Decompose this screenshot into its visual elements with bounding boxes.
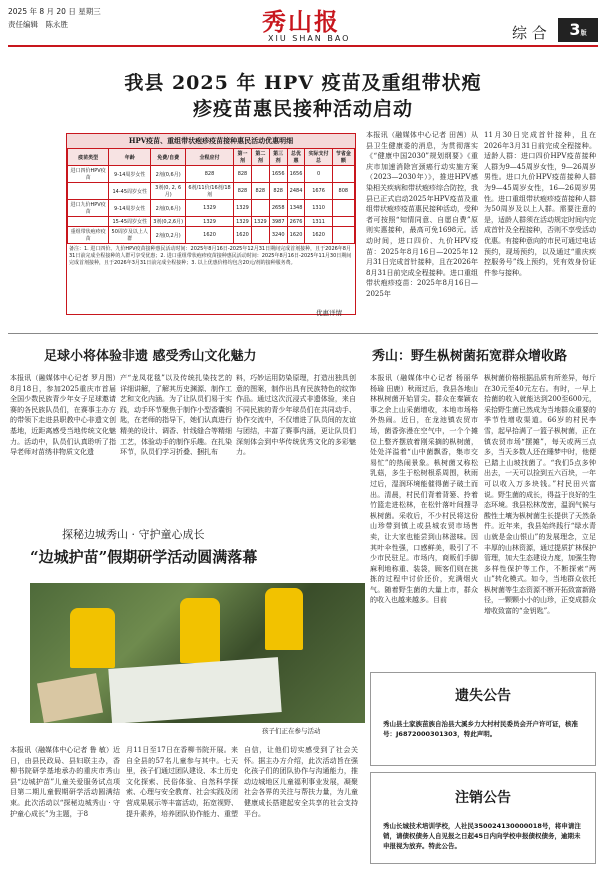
header-rule <box>8 45 598 47</box>
table-row <box>68 227 355 244</box>
table-cell <box>332 227 354 244</box>
lead-article-col2: 11月30日完成首针接种，且在2026年3月31日前完成全程接种。适龄人群：进口四价HPV疫苗接种人群为9—45周岁女性，9—26周岁男性。进口九价HPV疫苗接种人群为9—45周岁女性，16—26周岁男性。进口重组带状疱疹疫苗接种人群为50周岁及以上人群。需要注意的是，适龄人群须在活动规定时间内完成首针及全程接种，否则不享受活动优惠。有接种意向的市民可通过电话预约，现场预约，以及通过“重庆疾控服务号”线上预约，凭有效身份证件参与接种。 <box>484 131 596 277</box>
deregistration-notice-box <box>370 772 596 864</box>
table-header-cell: 实际支付总 <box>305 149 332 166</box>
table-cell: 1329 <box>234 217 252 227</box>
lost-notice-body: 秀山县土家族苗族自治县大溪乡力大村村民委员会开户许可证，核准号：J6872000301303，特此声明。 <box>383 720 578 738</box>
camp-kicker: 探秘边城秀山 · 守护童心成长 <box>62 528 205 541</box>
mushroom-headline: 秀山：野生枞树菌拓宽群众增收路 <box>372 349 568 364</box>
table-header-row <box>68 149 355 166</box>
editor-credit: 责任编辑 陈永胜 <box>8 20 68 29</box>
camp-headline: “边城护苗”假期研学活动圆满落幕 <box>30 548 258 566</box>
table-header-cell: 年龄 <box>109 149 151 166</box>
table-header-cell: 第二剂 <box>251 149 269 166</box>
table-cell: 14-45周岁女性 <box>109 183 151 200</box>
deregistration-notice-body: 秀山长城技术培训学校，人社民350024130000018号，将申请注销，请债权债务人自见报之日起45日内向学校申报债权债务，逾期未申报视为放弃。特此公告。 <box>383 822 581 850</box>
table-cell: 1676 <box>305 183 332 200</box>
lost-notice-box <box>370 672 596 766</box>
table-cell: 进口四价HPV疫苗 <box>68 166 109 183</box>
table-cell: 15-45周岁女性 <box>109 217 151 227</box>
table-row <box>68 183 355 200</box>
vaccine-price-table <box>66 133 356 315</box>
photo-paper-sheet <box>108 657 281 723</box>
photo-table-paper <box>37 673 103 723</box>
table-header-cell: 免费/自费 <box>151 149 186 166</box>
deregistration-notice-title: 注销公告 <box>455 790 511 806</box>
table-cell: 1620 <box>305 227 332 244</box>
table-cell: 1620 <box>287 227 305 244</box>
lost-notice-title: 遗失公告 <box>455 688 511 704</box>
table-cell <box>332 200 354 217</box>
photo-child-figure <box>265 588 303 650</box>
page-number-box <box>558 18 598 42</box>
table-cell <box>251 166 269 183</box>
camp-photo <box>30 583 365 723</box>
newspaper-logo: 秀山报 <box>262 7 340 36</box>
table-row <box>68 217 355 227</box>
table-cell: 1329 <box>186 217 234 227</box>
mushroom-article-col2: 枞树菌价格根据品质有所差异，每斤在30元至40元左右。有时，一早上拾菌的收入就能达到200至600元，采拾野生菌已然成为当地群众重要的季节性增收渠道。66岁的村民李雪，起早拾满了一篮子枞树菌，正在镇农贸市场“摆摊”，每天或两三点多，当天多数人还在睡梦中时，他便已踏上山坡找菌了。“我们5点多钟出去，一天可以捡到五六百块，一年可以收入万多块钱。”村民田兴富说。野生菌的成长，得益于良好的生态环境。我县松林茂密，温润气候与酸性土壤为枞树菌生长提供了天然条件。近年来，我县始终践行“绿水青山就是金山银山”的发展理念，立足丰厚的山林资源，通过提质扩林保护管理，加大生态建设力度，加强生物多样性保护等工作，不断探索“两山”转化模式。如今，当地群众依托枞树菌等生态资源不断开拓致富新路径，一颗颗小小的山珍，正变成群众增收致富的“金钥匙”。 <box>484 374 596 616</box>
section-name: 综 合 <box>512 24 547 42</box>
table-cell <box>251 200 269 217</box>
table-cell <box>251 227 269 244</box>
football-article-col3: 料，巧妙运用防染原理，打造出独具创意的图案，制作出具有民族特色的纹饰作品。通过这次沉浸式非遗体验，来自不同民族的青少年球员们在共同动手、协作交流中，不仅增进了队员间的友谊与团结，丰富了赛事内涵，更让队员们深刻体会到中华传统优秀文化的多彩魅力。 <box>236 374 356 457</box>
table-header-cell: 总优惠 <box>287 149 305 166</box>
table-cell: 50周岁及以上人群 <box>109 227 151 244</box>
table-cell: 828 <box>234 166 252 183</box>
table-cell: 1656 <box>269 166 287 183</box>
table-cell <box>332 166 354 183</box>
table-cell: 1329 <box>251 217 269 227</box>
page-suffix: 版 <box>580 30 587 37</box>
table-cell <box>68 183 109 200</box>
price-table <box>67 148 355 244</box>
table-cell: 828 <box>269 183 287 200</box>
photo-child-figure <box>180 598 220 663</box>
table-cell: 3剂(0, 2, 6月) <box>151 183 186 200</box>
table-cell: 2676 <box>287 217 305 227</box>
table-header-cell: 全程应付 <box>186 149 234 166</box>
table-title: HPV疫苗、重组带状疱疹疫苗接种惠民活动优惠明细 <box>67 134 355 148</box>
table-cell: 3剂(0,2,6月) <box>151 217 186 227</box>
table-cell: 2剂(0,2月) <box>151 227 186 244</box>
table-cell: 2658 <box>269 200 287 217</box>
table-header-cell: 节省金额 <box>332 149 354 166</box>
photo-child-figure <box>70 608 115 668</box>
lead-headline-line1: 我县 2025 年 HPV 疫苗及重组带状疱 <box>124 72 482 94</box>
section-divider <box>8 333 598 334</box>
football-article-col2: 产“龙凤花毯”以及传统扎染技艺的详细讲解，了解其历史渊源、制作工艺和文化内涵。为了让队员们易于实践，动手环节聚焦于制作小型香囊钥匙，在老师的指导下，她们认真进行精美的设计、调香、针线缝合等精细工艺，体验动手的制作乐趣。在扎染环节，队员们学习折叠、捆扎布 <box>120 374 232 457</box>
table-cell: 1329 <box>234 200 252 217</box>
table-caption: 优惠详情 <box>316 309 342 317</box>
camp-photo-caption: 孩子们正在参与活动 <box>262 727 321 735</box>
table-cell: 828 <box>251 183 269 200</box>
table-cell: 1620 <box>234 227 252 244</box>
table-cell: 1620 <box>186 227 234 244</box>
table-cell: 0 <box>305 166 332 183</box>
table-cell: 9-14周岁女性 <box>109 166 151 183</box>
table-cell: 1311 <box>305 217 332 227</box>
lead-article-col1: 本报讯（融媒体中心记者 田茜）从县卫生健康委的消息，为贯彻落实《“健康中国2030”规划纲要》《重庆市加速消除宫颈癌行动实施方案（2023—2030年）》，推进HPV感染相关疾病和带状疱疹综合防控，我县已正式启动2025年HPV疫苗及重组带状疱疹疫苗惠民接种活动，受种者可按照“知情同意、自愿自费”原则实惠接种，最高可免1698元。活动时间，进口四价、九价HPV疫苗：2025年8月16日—2025年12月31日完成首针接种，且在2026年8月31日前完成全程接种。进口重组带状疱疹疫苗：2025年8月16日—2025年 <box>366 131 478 298</box>
table-cell: 2剂(0,6月) <box>151 200 186 217</box>
table-cell: 3240 <box>269 227 287 244</box>
table-cell: 2484 <box>287 183 305 200</box>
page-number: 3 <box>569 20 581 39</box>
table-cell: 1329 <box>186 200 234 217</box>
mushroom-article-col1: 本报讯（融媒体中心记者 杨丽华 杨瑜 田鹿）秋雨过后，我县各地山林枞树菌开始冒尖。群众在秦颖农事之余上山采菌增收，本地市场格外热闹。近日，在龙池镇农贸市场，菌香弥漫在空气中，一个个摊位上整齐摆放着刚采摘的枞树菌，处处洋溢着“山中菌飘香，集市交易忙”的热闹景象。枞树菌又称松乳菇，多生于松树根系周围，秋雨过后，湿润环境能催得菌子破土而出。清晨，村民们背着背篓、拎着竹篮走进松林，在松针落叶间搜寻枞树菌。采收后，不少村民将这份山珍带到镇上或县城农贸市场售卖，让大家也能尝到山林滋味。因其叶伞性强，口感鲜美，吸引了不少市民驻足。市场内，商贩们手脚麻利地称重、装袋，顾客们则在挑拣的过程中讨价还价，充满烟火气。随着野生菌的大量上市，群众的收入也越来越多。目前 <box>370 374 478 605</box>
table-cell: 808 <box>332 183 354 200</box>
football-article-col1: 本报讯（融媒体中心记者 罗月图）8月18日，参加2025重庆市首届全国少数民族青少年女子足球邀请赛的各民族队员们，在赛事主办方的带领下走进县职教中心非遗文创基地，近距离感受当地传统文化魅力。活动中，队员们认真聆听了指导老师对苗绣非物质文化遗 <box>10 374 116 457</box>
table-header-cell: 第一剂 <box>234 149 252 166</box>
table-cell: 9-14周岁女性 <box>109 200 151 217</box>
newspaper-logo-subtitle: XIU SHAN BAO <box>268 34 351 43</box>
table-header-cell: 第三剂 <box>269 149 287 166</box>
table-cell: 828 <box>186 166 234 183</box>
table-cell: 3987 <box>269 217 287 227</box>
table-cell: 1348 <box>287 200 305 217</box>
table-cell <box>332 217 354 227</box>
table-cell: 1310 <box>305 200 332 217</box>
camp-article-col3: 自信，让他们切实感受到了社会关怀。据主办方介绍，此次活动旨在强化孩子们的团队协作与沟通能力，推动边城地区儿童福利事业发展，凝聚社会各界的关注与帮扶力量，为儿童健康成长搭建起安全共享的社会支持平台。 <box>244 746 358 818</box>
issue-date: 2025 年 8 月 20 日 星期三 <box>8 7 101 16</box>
table-row <box>68 200 355 217</box>
table-cell: 进口九价HPV疫苗 <box>68 200 109 217</box>
table-cell: 2剂(0,6月) <box>151 166 186 183</box>
table-cell: 1656 <box>287 166 305 183</box>
table-cell: 6剂/11价/16剂/18剂 <box>186 183 234 200</box>
football-headline: 足球小将体验非遗 感受秀山文化魅力 <box>44 349 257 364</box>
camp-article-col1: 本报讯（融媒体中心记者 鲁 敏）近日，由县民政局、县妇联主办，香柳书院研学基地承办的重庆市秀山县“边城护苗”儿童关爱服务试点项目第二期儿童假期研学活动圆满结束。此次活动以“探秘边城秀山 · 守护童心成长”为主题，于8 <box>10 746 120 818</box>
table-cell <box>68 217 109 227</box>
table-cell: 828 <box>234 183 252 200</box>
table-header-cell: 疫苗类型 <box>68 149 109 166</box>
camp-article-col2: 月11日至17日在香柳书院开展。来自全县的57名儿童参与其中。七天里，孩子们通过团队建设、本土历史文化探索、民俗体验、自然科学探索、心理与安全教育、社会实践及闭营成果展示等丰富活动，拓宽视野、提升素养，培养团队协作能力、重塑 <box>126 746 238 818</box>
table-cell: 重组带状疱疹疫苗 <box>68 227 109 244</box>
lead-headline-line2: 疹疫苗惠民接种活动启动 <box>192 98 413 120</box>
table-note: 备注：1. 进口四价、九价HPV疫苗接种惠民活动时间：2025年8月16日-2025年12月31日期间完成首剂接种，且于2026年8月31日前完成全程接种的人群可享受优惠；2. 进口重组带状疱疹疫苗接种惠民活动时间：2025年8月16日-2025年11月30日期间完成首剂接种，且于2026年3月31日前完成全程接种；3. 以上优惠价格均包含20元/剂的接种服务费。 <box>69 246 352 266</box>
table-row <box>68 166 355 183</box>
